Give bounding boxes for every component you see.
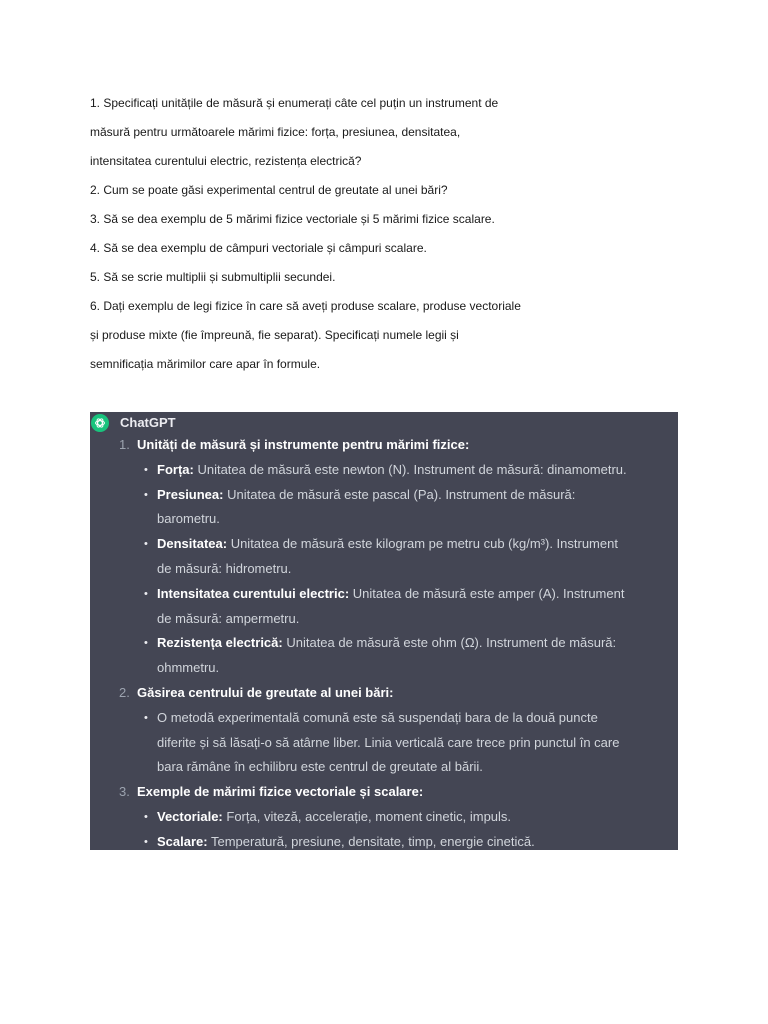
question-line: măsură pentru următoarele mărimi fizice: forța, presiunea, densitatea, (90, 125, 461, 139)
section-title: Exemple de mărimi fizice vectoriale și scalare: (137, 784, 424, 800)
bullet-item (90, 532, 678, 557)
bullet-dot: • (144, 463, 148, 476)
item-description: Temperatură, presiune, densitate, timp, energie cinetică. (207, 833, 535, 849)
question-line: semnificația mărimilor care apar în formule. (90, 357, 321, 371)
question-line: 2. Cum se poate găsi experimental centrul de greutate al unei bări? (90, 183, 448, 197)
question-line: 3. Să se dea exemplu de 5 mărimi fizice vectoriale și 5 mărimi fizice scalare. (90, 212, 495, 226)
section-heading (90, 780, 678, 805)
item-description: de măsură: ampermetru. (157, 610, 300, 626)
item-description: bara rămâne în echilibru este centrul de greutate al bării. (157, 759, 483, 775)
item-term: Vectoriale: (157, 808, 223, 824)
item-description: barometru. (157, 511, 220, 527)
question-line: 5. Să se scrie multiplii și submultiplii secundei. (90, 270, 336, 284)
item-description: ohmmetru. (157, 660, 220, 676)
bullet-item-text (157, 830, 535, 850)
bullet-item (90, 458, 678, 483)
bullet-dot: • (144, 587, 148, 600)
bullet-item-continuation (90, 507, 678, 532)
item-description: Unitatea de măsură este kilogram pe metru cub (kg/m³). Instrument (227, 536, 618, 552)
bullet-item-text (157, 582, 624, 607)
bullet-item-continuation (90, 607, 678, 632)
bullet-item-text (157, 483, 575, 508)
question-line: intensitatea curentului electric, rezistența electrică? (90, 154, 362, 168)
section-title: Unități de măsură și instrumente pentru mărimi fizice: (137, 437, 470, 452)
chatgpt-response-block (90, 412, 678, 850)
item-description: diferite și să lăsați-o să atârne liber. Linia verticală care trece prin punctul în care (157, 734, 620, 750)
item-term: Forța: (157, 461, 194, 477)
item-term: Scalare: (157, 833, 208, 849)
chat-response-body (90, 433, 678, 850)
bullet-dot: • (144, 488, 148, 501)
bullet-dot: • (144, 835, 148, 848)
bullet-item-text (157, 458, 627, 483)
bullet-item (90, 706, 678, 731)
item-term: Densitatea: (157, 536, 228, 552)
bullet-dot: • (144, 637, 148, 650)
bullet-item-text (157, 532, 618, 557)
item-term: Intensitatea curentului electric: (157, 585, 350, 601)
item-description: Unitatea de măsură este amper (A). Instrument (349, 585, 625, 601)
openai-logo-icon (91, 414, 109, 432)
bullet-dot: • (144, 711, 148, 724)
item-description: Forța, viteză, accelerație, moment cinetic, impuls. (222, 808, 512, 824)
bullet-dot: • (144, 810, 148, 823)
section-number: 3. (119, 784, 130, 800)
bullet-item-continuation (90, 731, 678, 756)
section-heading (90, 433, 678, 458)
bullet-dot: • (144, 538, 148, 551)
bullet-item-text (157, 805, 511, 830)
item-description: Unitatea de măsură este pascal (Pa). Instrument de măsură: (223, 486, 576, 502)
item-description: Unitatea de măsură este ohm (Ω). Instrument de măsură: (282, 635, 617, 651)
question-list (90, 89, 560, 379)
bullet-item-text (157, 706, 598, 731)
assistant-name: ChatGPT (120, 415, 176, 430)
section-heading (90, 681, 678, 706)
item-term: Presiunea: (157, 486, 224, 502)
item-description: Unitatea de măsură este newton (N). Instrument de măsură: dinamometru. (193, 461, 627, 477)
bullet-item (90, 830, 678, 850)
section-number: 2. (119, 684, 130, 700)
openai-logo-glyph (94, 417, 106, 429)
bullet-item (90, 631, 678, 656)
item-description: de măsură: hidrometru. (157, 560, 292, 576)
question-line: 1. Specificați unitățile de măsură și enumerați câte cel puțin un instrument de (90, 96, 499, 110)
question-line: și produse mixte (fie împreună, fie separat). Specificați numele legii și (90, 328, 459, 342)
section-number: 1. (119, 437, 130, 452)
item-term: Rezistența electrică: (157, 635, 283, 651)
bullet-item-continuation (90, 755, 678, 780)
bullet-item-text (157, 631, 616, 656)
question-line: 6. Dați exemplu de legi fizice în care să aveți produse scalare, produse vectoriale (90, 299, 521, 313)
question-line: 4. Să se dea exemplu de câmpuri vectoriale și câmpuri scalare. (90, 241, 427, 255)
section-title: Găsirea centrului de greutate al unei bări: (137, 684, 394, 700)
bullet-item (90, 483, 678, 508)
bullet-item-continuation (90, 557, 678, 582)
bullet-item-continuation (90, 656, 678, 681)
bullet-item (90, 805, 678, 830)
item-description: O metodă experimentală comună este să suspendați bara de la două puncte (157, 709, 598, 725)
bullet-item (90, 582, 678, 607)
